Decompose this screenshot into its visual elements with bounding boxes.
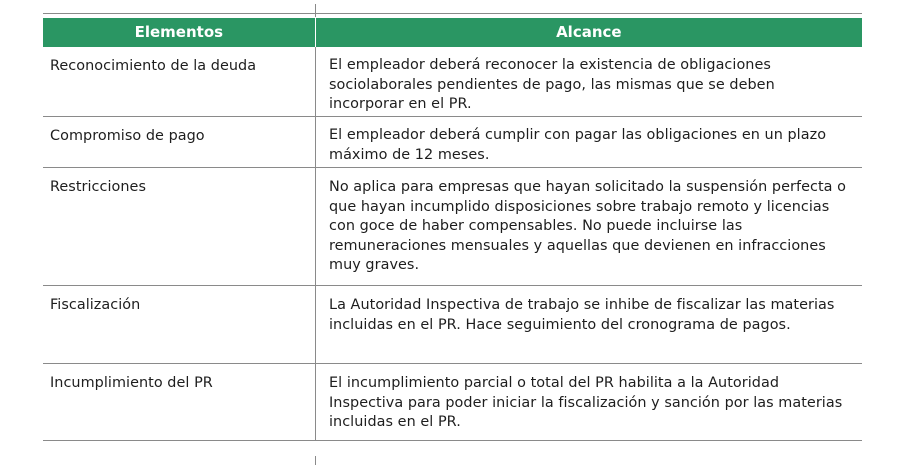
- table-header: [43, 18, 862, 47]
- scope-cell: No aplica para empresas que hayan solicitado la suspensión perfecta o que hayan incumplido disposiciones sobre trabajo remoto y licencias con goce de haber compensables. No puede incluirse las remuneraciones mensuales y aquellas que devienen en infracciones muy graves.: [315, 168, 862, 285]
- table-row: [43, 117, 862, 168]
- top-rule: [43, 13, 862, 14]
- scope-cell: El incumplimiento parcial o total del PR habilita a la Autoridad Inspectiva para poder iniciar la fiscalización y sanción por las materias incluidas en el PR.: [315, 364, 862, 440]
- elements-scope-table: [43, 13, 862, 441]
- element-cell: Fiscalización: [50, 297, 141, 313]
- header-scope: Alcance: [315, 18, 862, 47]
- element-cell: Incumplimiento del PR: [50, 375, 213, 391]
- table-row: [43, 286, 862, 364]
- element-cell: Restricciones: [50, 179, 147, 195]
- scope-cell: El empleador deberá cumplir con pagar las obligaciones en un plazo máximo de 12 meses.: [315, 117, 862, 167]
- table-row: [43, 168, 862, 286]
- table-row: [43, 47, 862, 117]
- scope-cell: La Autoridad Inspectiva de trabajo se inhibe de fiscalizar las materias incluidas en el PR. Hace seguimiento del cronograma de pagos.: [315, 286, 862, 363]
- column-divider-bottom-stub: [315, 456, 316, 465]
- header-elements: Elementos: [134, 23, 224, 41]
- scope-cell: El empleador deberá reconocer la existencia de obligaciones sociolaborales pendientes de pago, las mismas que se deben incorporar en el PR.: [315, 47, 862, 116]
- element-cell: Compromiso de pago: [50, 128, 205, 144]
- element-cell: Reconocimiento de la deuda: [50, 58, 257, 74]
- table-row: [43, 364, 862, 441]
